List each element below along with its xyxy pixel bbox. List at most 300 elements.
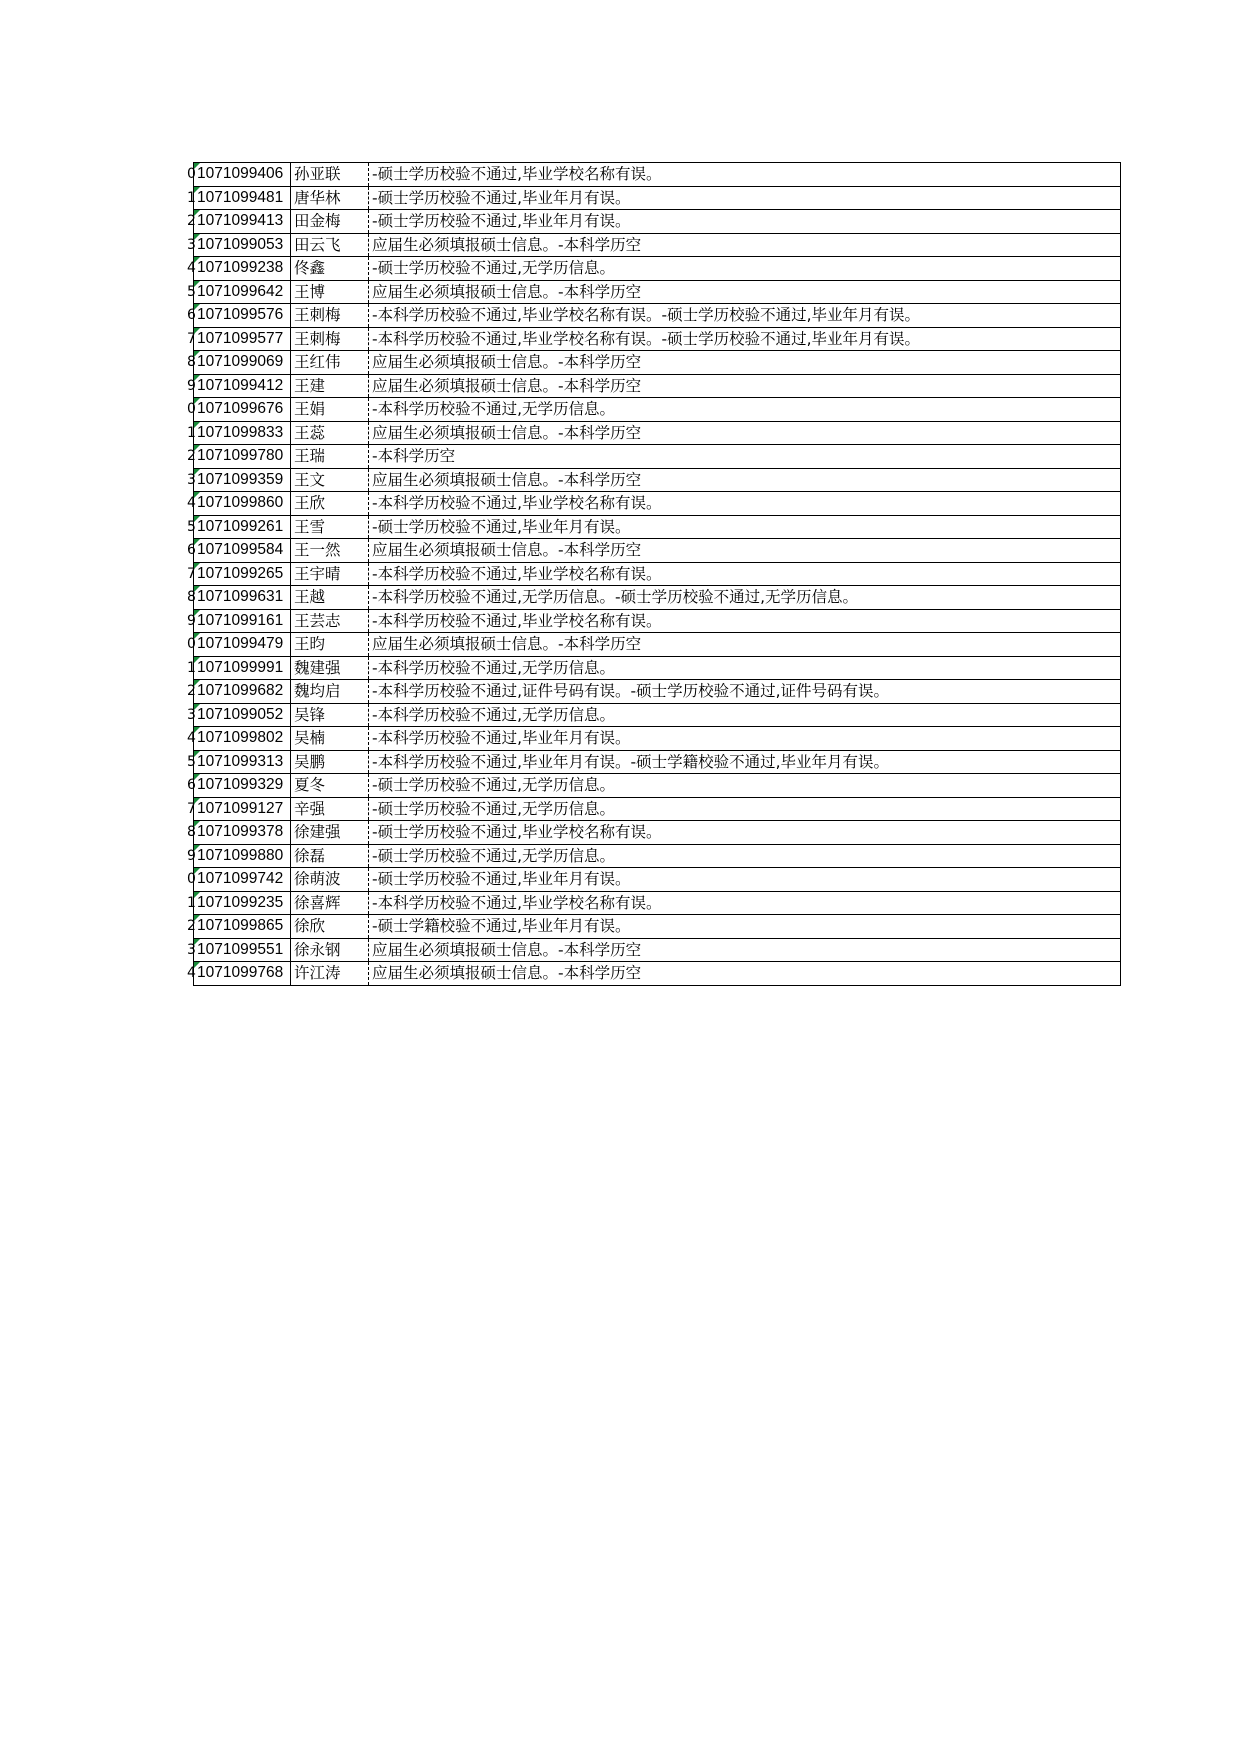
candidate-name: 王昀 <box>294 635 326 654</box>
table-row <box>187 445 1121 469</box>
validation-message-cell[interactable] <box>369 515 1121 539</box>
row-index: 3 <box>187 941 196 958</box>
green-triangle-icon <box>194 210 200 216</box>
validation-message: -硕士学历校验不通过,无学历信息。 <box>372 846 616 865</box>
table-row <box>187 492 1121 516</box>
table-row <box>187 938 1121 962</box>
green-triangle-icon <box>194 563 200 569</box>
candidate-name-cell[interactable] <box>291 844 369 868</box>
row-index: 2 <box>187 683 196 700</box>
candidate-name-cell[interactable] <box>291 609 369 633</box>
candidate-name-cell[interactable] <box>291 468 369 492</box>
validation-message: -本科学历校验不通过,毕业学校名称有误。 <box>372 611 662 630</box>
table-row <box>187 750 1121 774</box>
row-index: 4 <box>187 965 196 982</box>
green-triangle-icon <box>194 539 200 545</box>
candidate-id-cell[interactable] <box>194 327 291 351</box>
candidate-id-cell[interactable] <box>194 539 291 563</box>
candidate-name: 魏均启 <box>294 682 341 701</box>
candidate-name: 王博 <box>294 282 326 301</box>
table-row <box>187 962 1121 986</box>
candidate-name: 徐萌波 <box>294 870 341 889</box>
green-triangle-icon <box>194 187 200 193</box>
candidate-name-cell[interactable] <box>291 445 369 469</box>
table-row <box>187 280 1121 304</box>
validation-message-cell[interactable] <box>369 727 1121 751</box>
green-triangle-icon <box>194 328 200 334</box>
green-triangle-icon <box>194 445 200 451</box>
candidate-id: 1071099584 <box>197 541 284 559</box>
candidate-name: 王文 <box>294 470 326 489</box>
candidate-id-cell[interactable] <box>194 280 291 304</box>
green-triangle-icon <box>194 422 200 428</box>
candidate-name: 夏冬 <box>294 776 326 795</box>
candidate-id: 1071099860 <box>197 494 284 512</box>
candidate-id-cell[interactable] <box>194 398 291 422</box>
candidate-name: 吴锋 <box>294 705 326 724</box>
green-triangle-icon <box>194 469 200 475</box>
validation-message-cell[interactable] <box>369 280 1121 304</box>
candidate-name-cell[interactable] <box>291 257 369 281</box>
candidate-name-cell[interactable] <box>291 233 369 257</box>
green-triangle-icon <box>194 798 200 804</box>
row-index: 1 <box>187 424 196 441</box>
validation-message: 应届生必须填报硕士信息。-本科学历空 <box>372 235 642 254</box>
table-row <box>187 868 1121 892</box>
candidate-name: 魏建强 <box>294 658 341 677</box>
green-triangle-icon <box>194 304 200 310</box>
validation-message-cell[interactable] <box>369 938 1121 962</box>
candidate-id: 1071099053 <box>197 235 284 253</box>
table-row <box>187 680 1121 704</box>
table-row <box>187 186 1121 210</box>
validation-message-cell[interactable] <box>369 844 1121 868</box>
validation-message-cell[interactable] <box>369 468 1121 492</box>
candidate-name-cell[interactable] <box>291 938 369 962</box>
candidate-id-cell[interactable] <box>194 445 291 469</box>
green-triangle-icon <box>194 774 200 780</box>
green-triangle-icon <box>194 516 200 522</box>
candidate-id-cell[interactable] <box>194 163 291 187</box>
table-row <box>187 609 1121 633</box>
green-triangle-icon <box>194 821 200 827</box>
candidate-id: 1071099261 <box>197 517 284 535</box>
validation-message-cell[interactable] <box>369 304 1121 328</box>
candidate-name: 田金梅 <box>294 212 341 231</box>
row-index: 9 <box>187 612 196 629</box>
candidate-name-cell[interactable] <box>291 633 369 657</box>
validation-message: -硕士学历校验不通过,无学历信息。 <box>372 799 616 818</box>
green-triangle-icon <box>194 892 200 898</box>
candidate-name-cell[interactable] <box>291 304 369 328</box>
candidate-id-cell[interactable] <box>194 844 291 868</box>
row-index: 8 <box>187 824 196 841</box>
green-triangle-icon <box>194 962 200 968</box>
validation-message-cell[interactable] <box>369 750 1121 774</box>
validation-message-cell[interactable] <box>369 421 1121 445</box>
validation-message-cell[interactable] <box>369 210 1121 234</box>
candidate-name-cell[interactable] <box>291 515 369 539</box>
green-triangle-icon <box>194 680 200 686</box>
candidate-id: 1071099481 <box>197 188 284 206</box>
validation-message: -本科学历校验不通过,毕业学校名称有误。-硕士学历校验不通过,毕业年月有误。 <box>372 329 921 348</box>
green-triangle-icon <box>194 657 200 663</box>
candidate-id: 1071099551 <box>197 940 284 958</box>
validation-message-cell[interactable] <box>369 656 1121 680</box>
candidate-id: 1071099127 <box>197 799 284 817</box>
validation-message: -本科学历校验不通过,无学历信息。 <box>372 705 616 724</box>
row-index: 8 <box>187 589 196 606</box>
green-triangle-icon <box>194 845 200 851</box>
candidate-id-cell[interactable] <box>194 233 291 257</box>
candidate-name-cell[interactable] <box>291 727 369 751</box>
validation-message: -本科学历校验不通过,无学历信息。 <box>372 400 616 419</box>
validation-message-cell[interactable] <box>369 868 1121 892</box>
candidate-name: 王娟 <box>294 400 326 419</box>
candidate-id-cell[interactable] <box>194 750 291 774</box>
candidate-name: 王瑞 <box>294 447 326 466</box>
candidate-name-cell[interactable] <box>291 962 369 986</box>
candidate-id-cell[interactable] <box>194 210 291 234</box>
candidate-name: 王刺梅 <box>294 329 341 348</box>
table-row <box>187 586 1121 610</box>
candidate-id-cell[interactable] <box>194 304 291 328</box>
candidate-name-cell[interactable] <box>291 421 369 445</box>
candidate-name-cell[interactable] <box>291 327 369 351</box>
validation-message: -本科学历校验不通过,毕业学校名称有误。-硕士学历校验不通过,毕业年月有误。 <box>372 306 921 325</box>
table-row <box>187 633 1121 657</box>
validation-message-cell[interactable] <box>369 891 1121 915</box>
validation-message-cell[interactable] <box>369 962 1121 986</box>
table-row <box>187 398 1121 422</box>
table-row <box>187 163 1121 187</box>
validation-message-cell[interactable] <box>369 821 1121 845</box>
row-index: 9 <box>187 377 196 394</box>
green-triangle-icon <box>194 257 200 263</box>
candidate-name-cell[interactable] <box>291 774 369 798</box>
row-index: 9 <box>187 847 196 864</box>
table-row <box>187 727 1121 751</box>
green-triangle-icon <box>194 398 200 404</box>
candidate-id-cell[interactable] <box>194 609 291 633</box>
candidate-id-cell[interactable] <box>194 492 291 516</box>
candidate-id: 1071099865 <box>197 917 284 935</box>
validation-message: 应届生必须填报硕士信息。-本科学历空 <box>372 940 642 959</box>
candidate-name-cell[interactable] <box>291 539 369 563</box>
row-index: 1 <box>187 189 196 206</box>
green-triangle-icon <box>194 375 200 381</box>
row-index: 6 <box>187 542 196 559</box>
candidate-id: 1071099631 <box>197 588 284 606</box>
green-triangle-icon <box>194 727 200 733</box>
validation-message-cell[interactable] <box>369 680 1121 704</box>
candidate-name-cell[interactable] <box>291 915 369 939</box>
candidate-id: 1071099378 <box>197 823 284 841</box>
candidate-name-cell[interactable] <box>291 562 369 586</box>
validation-message-cell[interactable] <box>369 327 1121 351</box>
result-table <box>187 162 1121 986</box>
candidate-id-cell[interactable] <box>194 586 291 610</box>
validation-message-cell[interactable] <box>369 445 1121 469</box>
green-triangle-icon <box>194 281 200 287</box>
table-row <box>187 210 1121 234</box>
validation-message-cell[interactable] <box>369 233 1121 257</box>
candidate-id: 1071099235 <box>197 893 284 911</box>
table-row <box>187 421 1121 445</box>
table-row <box>187 844 1121 868</box>
candidate-id: 1071099802 <box>197 729 284 747</box>
validation-message: -硕士学历校验不通过,毕业学校名称有误。 <box>372 165 662 184</box>
row-index: 0 <box>187 871 196 888</box>
table-row <box>187 656 1121 680</box>
candidate-id-cell[interactable] <box>194 351 291 375</box>
candidate-id-cell[interactable] <box>194 891 291 915</box>
candidate-name-cell[interactable] <box>291 891 369 915</box>
validation-message-cell[interactable] <box>369 257 1121 281</box>
candidate-id-cell[interactable] <box>194 821 291 845</box>
candidate-name: 佟鑫 <box>294 259 326 278</box>
validation-message: -硕士学历校验不通过,毕业学校名称有误。 <box>372 823 662 842</box>
validation-message: 应届生必须填报硕士信息。-本科学历空 <box>372 282 642 301</box>
row-index: 7 <box>187 800 196 817</box>
candidate-name-cell[interactable] <box>291 280 369 304</box>
table-row <box>187 515 1121 539</box>
table-row <box>187 468 1121 492</box>
validation-message-cell[interactable] <box>369 186 1121 210</box>
green-triangle-icon <box>194 915 200 921</box>
row-index: 1 <box>187 894 196 911</box>
validation-message: 应届生必须填报硕士信息。-本科学历空 <box>372 423 642 442</box>
green-triangle-icon <box>194 351 200 357</box>
candidate-name: 许江涛 <box>294 964 341 983</box>
candidate-id: 1071099642 <box>197 282 284 300</box>
candidate-id: 1071099577 <box>197 329 284 347</box>
candidate-id-cell[interactable] <box>194 515 291 539</box>
candidate-name: 王一然 <box>294 541 341 560</box>
candidate-id: 1071099682 <box>197 682 284 700</box>
candidate-name-cell[interactable] <box>291 868 369 892</box>
candidate-name: 唐华林 <box>294 188 341 207</box>
table-row <box>187 304 1121 328</box>
validation-message: -本科学历校验不通过,无学历信息。-硕士学历校验不通过,无学历信息。 <box>372 588 859 607</box>
candidate-name: 孙亚联 <box>294 165 341 184</box>
table-row <box>187 821 1121 845</box>
row-index: 3 <box>187 471 196 488</box>
candidate-name: 吴鹏 <box>294 752 326 771</box>
candidate-name: 辛强 <box>294 799 326 818</box>
row-index: 8 <box>187 354 196 371</box>
candidate-id: 1071099161 <box>197 611 284 629</box>
candidate-id-cell[interactable] <box>194 374 291 398</box>
candidate-name-cell[interactable] <box>291 821 369 845</box>
table-row <box>187 797 1121 821</box>
candidate-name: 王建 <box>294 376 326 395</box>
candidate-name-cell[interactable] <box>291 351 369 375</box>
validation-message-cell[interactable] <box>369 163 1121 187</box>
validation-message-cell[interactable] <box>369 703 1121 727</box>
green-triangle-icon <box>194 704 200 710</box>
validation-message: -硕士学历校验不通过,毕业年月有误。 <box>372 188 631 207</box>
validation-message: -本科学历校验不通过,毕业学校名称有误。 <box>372 893 662 912</box>
candidate-id: 1071099479 <box>197 635 284 653</box>
row-index: 3 <box>187 236 196 253</box>
validation-message-cell[interactable] <box>369 774 1121 798</box>
validation-message: -硕士学历校验不通过,无学历信息。 <box>372 259 616 278</box>
green-triangle-icon <box>194 751 200 757</box>
validation-message-cell[interactable] <box>369 915 1121 939</box>
validation-message: -本科学历校验不通过,毕业年月有误。-硕士学籍校验不通过,毕业年月有误。 <box>372 752 890 771</box>
candidate-id-cell[interactable] <box>194 633 291 657</box>
row-index: 5 <box>187 283 196 300</box>
candidate-name: 王欣 <box>294 494 326 513</box>
candidate-name: 王蕊 <box>294 423 326 442</box>
candidate-id: 1071099833 <box>197 423 284 441</box>
candidate-name-cell[interactable] <box>291 398 369 422</box>
row-index: 7 <box>187 330 196 347</box>
candidate-id: 1071099412 <box>197 376 284 394</box>
spreadsheet-page <box>187 140 1121 986</box>
candidate-id-cell[interactable] <box>194 868 291 892</box>
candidate-id: 1071099780 <box>197 447 284 465</box>
validation-message-cell[interactable] <box>369 398 1121 422</box>
candidate-id: 1071099406 <box>197 165 284 183</box>
green-triangle-icon <box>194 939 200 945</box>
candidate-id: 1071099313 <box>197 752 284 770</box>
candidate-id-cell[interactable] <box>194 468 291 492</box>
validation-message: 应届生必须填报硕士信息。-本科学历空 <box>372 964 642 983</box>
validation-message: -本科学历校验不通过,无学历信息。 <box>372 658 616 677</box>
green-triangle-icon <box>194 586 200 592</box>
row-index: 0 <box>187 401 196 418</box>
candidate-id-cell[interactable] <box>194 680 291 704</box>
validation-message: 应届生必须填报硕士信息。-本科学历空 <box>372 353 642 372</box>
candidate-id: 1071099238 <box>197 259 284 277</box>
validation-message: 应届生必须填报硕士信息。-本科学历空 <box>372 470 642 489</box>
candidate-id-cell[interactable] <box>194 186 291 210</box>
table-row <box>187 562 1121 586</box>
candidate-id: 1071099742 <box>197 870 284 888</box>
validation-message-cell[interactable] <box>369 562 1121 586</box>
candidate-id-cell[interactable] <box>194 962 291 986</box>
candidate-name: 徐磊 <box>294 846 326 865</box>
candidate-name: 王芸志 <box>294 611 341 630</box>
candidate-name-cell[interactable] <box>291 750 369 774</box>
row-index: 3 <box>187 706 196 723</box>
validation-message: -本科学历校验不通过,毕业学校名称有误。 <box>372 564 662 583</box>
green-triangle-icon <box>194 868 200 874</box>
validation-message: 应届生必须填报硕士信息。-本科学历空 <box>372 541 642 560</box>
candidate-id: 1071099359 <box>197 470 284 488</box>
row-index: 5 <box>187 753 196 770</box>
candidate-id-cell[interactable] <box>194 562 291 586</box>
candidate-name-cell[interactable] <box>291 797 369 821</box>
validation-message: -本科学历校验不通过,毕业年月有误。 <box>372 729 631 748</box>
row-index: 0 <box>187 636 196 653</box>
validation-message-cell[interactable] <box>369 586 1121 610</box>
validation-message: -硕士学历校验不通过,毕业年月有误。 <box>372 517 631 536</box>
table-row <box>187 257 1121 281</box>
validation-message-cell[interactable] <box>369 374 1121 398</box>
candidate-id: 1071099880 <box>197 846 284 864</box>
candidate-name: 徐喜辉 <box>294 893 341 912</box>
green-triangle-icon <box>194 234 200 240</box>
validation-message: -硕士学历校验不通过,毕业年月有误。 <box>372 870 631 889</box>
candidate-name: 王刺梅 <box>294 306 341 325</box>
candidate-name: 王雪 <box>294 517 326 536</box>
candidate-id-cell[interactable] <box>194 774 291 798</box>
candidate-name-cell[interactable] <box>291 210 369 234</box>
candidate-name: 徐建强 <box>294 823 341 842</box>
validation-message-cell[interactable] <box>369 609 1121 633</box>
validation-message: -硕士学历校验不通过,毕业年月有误。 <box>372 212 631 231</box>
row-index: 1 <box>187 659 196 676</box>
candidate-name-cell[interactable] <box>291 492 369 516</box>
validation-message-cell[interactable] <box>369 492 1121 516</box>
candidate-name-cell[interactable] <box>291 680 369 704</box>
candidate-name: 徐永钢 <box>294 940 341 959</box>
table-row <box>187 539 1121 563</box>
candidate-name-cell[interactable] <box>291 374 369 398</box>
candidate-id: 1071099413 <box>197 212 284 230</box>
candidate-id: 1071099052 <box>197 705 284 723</box>
validation-message: -硕士学历校验不通过,无学历信息。 <box>372 776 616 795</box>
row-index: 2 <box>187 213 196 230</box>
candidate-name-cell[interactable] <box>291 163 369 187</box>
validation-message-cell[interactable] <box>369 797 1121 821</box>
candidate-id-cell[interactable] <box>194 915 291 939</box>
candidate-name: 王越 <box>294 588 326 607</box>
table-row <box>187 233 1121 257</box>
candidate-id-cell[interactable] <box>194 257 291 281</box>
table-row <box>187 374 1121 398</box>
green-triangle-icon <box>194 610 200 616</box>
candidate-name-cell[interactable] <box>291 656 369 680</box>
validation-message: -本科学历校验不通过,证件号码有误。-硕士学历校验不通过,证件号码有误。 <box>372 682 890 701</box>
validation-message: -本科学历校验不通过,毕业学校名称有误。 <box>372 494 662 513</box>
table-row <box>187 703 1121 727</box>
candidate-name: 田云飞 <box>294 235 341 254</box>
table-row <box>187 891 1121 915</box>
candidate-name: 王红伟 <box>294 353 341 372</box>
candidate-name: 徐欣 <box>294 917 326 936</box>
candidate-name-cell[interactable] <box>291 586 369 610</box>
validation-message-cell[interactable] <box>369 351 1121 375</box>
table-row <box>187 774 1121 798</box>
row-index: 4 <box>187 495 196 512</box>
row-index: 4 <box>187 260 196 277</box>
row-index: 2 <box>187 918 196 935</box>
validation-message: 应届生必须填报硕士信息。-本科学历空 <box>372 376 642 395</box>
candidate-name-cell[interactable] <box>291 186 369 210</box>
candidate-name: 吴楠 <box>294 729 326 748</box>
candidate-name-cell[interactable] <box>291 703 369 727</box>
candidate-id-cell[interactable] <box>194 421 291 445</box>
validation-message-cell[interactable] <box>369 633 1121 657</box>
candidate-id-cell[interactable] <box>194 727 291 751</box>
candidate-id: 1071099991 <box>197 658 284 676</box>
row-index: 2 <box>187 448 196 465</box>
candidate-id-cell[interactable] <box>194 797 291 821</box>
validation-message: 应届生必须填报硕士信息。-本科学历空 <box>372 635 642 654</box>
validation-message-cell[interactable] <box>369 539 1121 563</box>
candidate-id-cell[interactable] <box>194 656 291 680</box>
clipped-top-row <box>187 140 1121 162</box>
table-row <box>187 351 1121 375</box>
candidate-id-cell[interactable] <box>194 703 291 727</box>
validation-message: -硕士学籍校验不通过,毕业年月有误。 <box>372 917 631 936</box>
validation-message: -本科学历空 <box>372 447 456 466</box>
candidate-id-cell[interactable] <box>194 938 291 962</box>
